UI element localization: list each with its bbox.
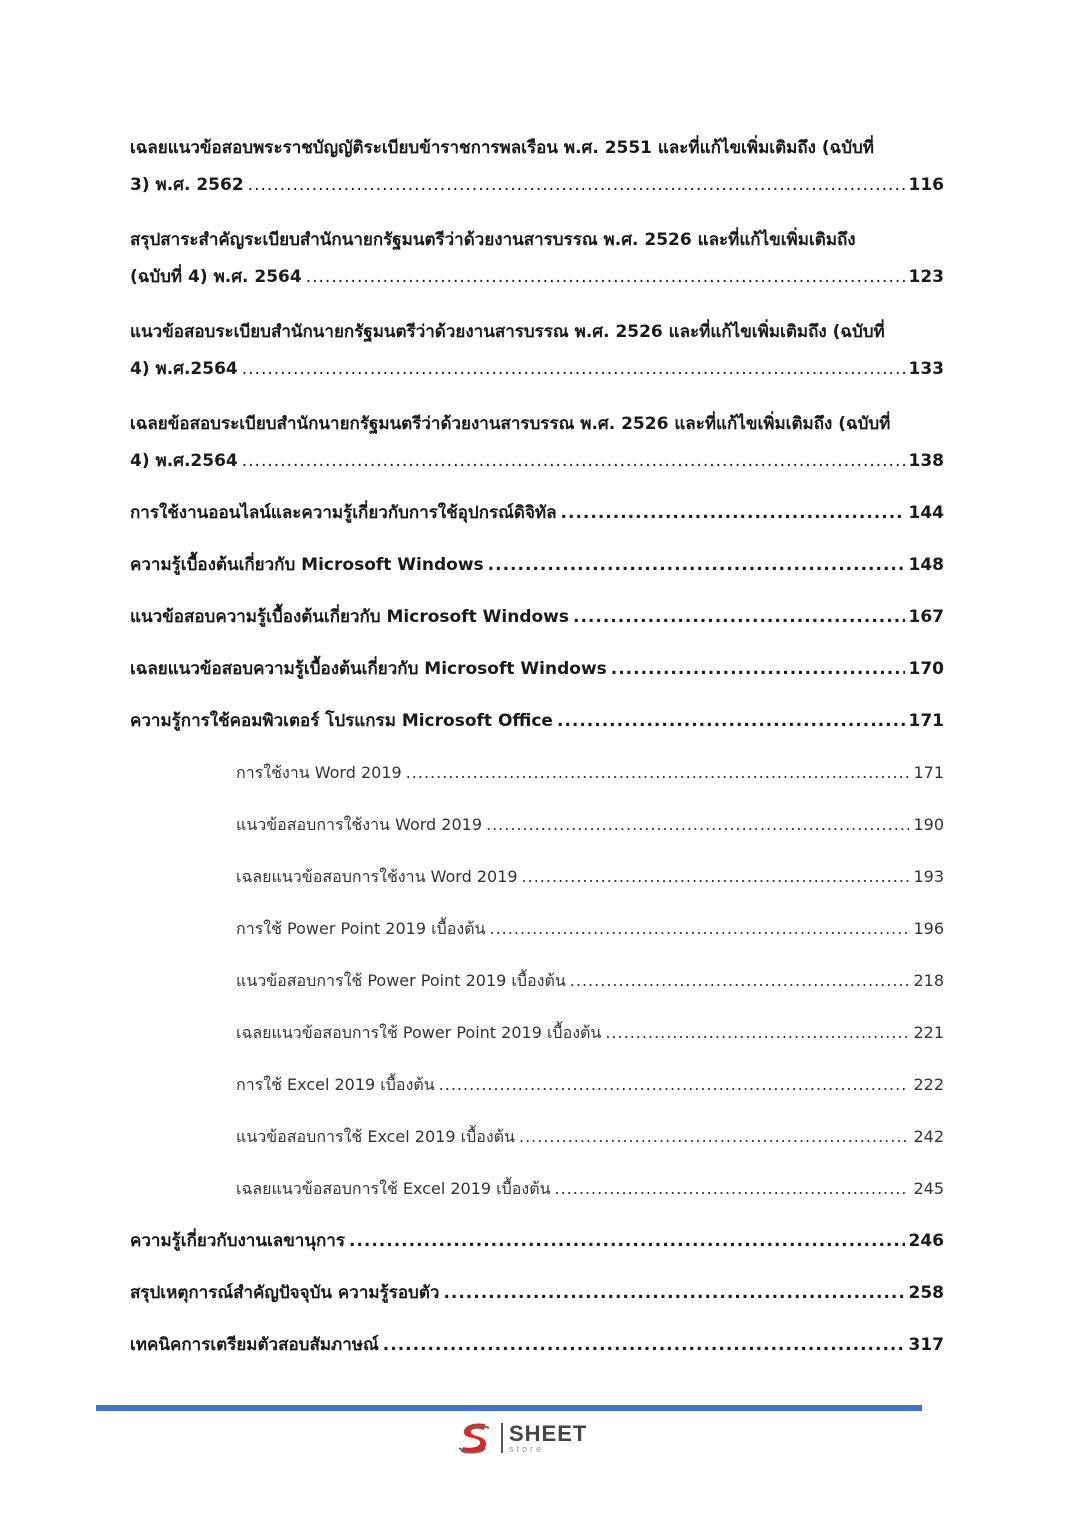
leader-dots (573, 600, 905, 634)
page-number: 133 (908, 359, 944, 379)
toc-entry (130, 704, 944, 738)
leader-dots (443, 1276, 904, 1310)
leader-dots (406, 756, 910, 790)
toc-subentry (130, 808, 944, 842)
toc-subentry-title: การใช้ Power Point 2019 เบื้องต้น (236, 919, 486, 938)
toc-entry-title-cont: 4) พ.ศ.2564 (130, 359, 238, 379)
page-number: 116 (908, 175, 944, 195)
toc-subentry (130, 1172, 944, 1206)
leader-dots (605, 1016, 909, 1050)
leader-dots (242, 352, 905, 386)
page-number: 148 (908, 555, 944, 575)
page-number: 242 (913, 1127, 944, 1146)
leader-dots (383, 1328, 905, 1362)
leader-dots (611, 652, 905, 686)
toc-entry (130, 496, 944, 530)
toc-entry-title-cont: (ฉบับที่ 4) พ.ศ. 2564 (130, 267, 302, 287)
toc-entry (130, 220, 944, 294)
toc-subentry-title: การใช้งาน Word 2019 (236, 763, 402, 782)
page-number: 123 (908, 267, 944, 287)
logo-brand-sub: store (509, 1443, 545, 1454)
page-number: 171 (908, 711, 944, 731)
toc-entry-title: ความรู้เกี่ยวกับงานเลขานุการ (130, 1231, 345, 1251)
toc-entry (130, 404, 944, 478)
toc-entry (130, 652, 944, 686)
leader-dots (522, 860, 910, 894)
sheet-s-logo-icon (455, 1418, 495, 1458)
toc-subentry-title: แนวข้อสอบการใช้ Excel 2019 เบื้องต้น (236, 1127, 515, 1146)
leader-dots (489, 912, 909, 946)
toc-subentry (130, 1068, 944, 1102)
page-number: 317 (908, 1335, 944, 1355)
logo-wordmark (509, 1420, 588, 1454)
toc-entry-title: แนวข้อสอบความรู้เบื้องต้นเกี่ยวกับ Microsoft Windows (130, 607, 569, 627)
page-number: 144 (908, 503, 944, 523)
toc-entry-title-cont: 3) พ.ศ. 2562 (130, 175, 244, 195)
toc-entry (130, 312, 944, 386)
page-number: 246 (908, 1231, 944, 1251)
page-number: 170 (908, 659, 944, 679)
toc-subentry-title: แนวข้อสอบการใช้ Power Point 2019 เบื้องต้น (236, 971, 566, 990)
logo-brand: SHEET (509, 1420, 588, 1446)
toc-subentry-title: เฉลยแนวข้อสอบการใช้ Power Point 2019 เบื้องต้น (236, 1023, 602, 1042)
leader-dots (557, 704, 905, 738)
leader-dots (242, 444, 905, 478)
leader-dots (486, 808, 909, 842)
toc-entry-title: การใช้งานออนไลน์และความรู้เกี่ยวกับการใช้อุปกรณ์ดิจิทัล (130, 503, 557, 523)
toc-entry-title: ความรู้การใช้คอมพิวเตอร์ โปรแกรม Microsoft Office (130, 711, 553, 731)
toc-entry-title: สรุปเหตุการณ์สำคัญปัจจุบัน ความรู้รอบตัว (130, 1283, 440, 1303)
page-number: 245 (913, 1179, 944, 1198)
toc-subentry (130, 756, 944, 790)
leader-dots (306, 260, 905, 294)
page-number: 258 (908, 1283, 944, 1303)
toc-subentry-title: เฉลยแนวข้อสอบการใช้ Excel 2019 เบื้องต้น (236, 1179, 551, 1198)
page-number: 138 (908, 451, 944, 471)
toc-entry (130, 600, 944, 634)
toc-subentry (130, 912, 944, 946)
page-number: 218 (913, 971, 944, 990)
toc-subentry (130, 964, 944, 998)
toc-entry (130, 548, 944, 582)
leader-dots (439, 1068, 910, 1102)
toc-entry (130, 128, 944, 202)
toc-entry-title: เฉลยแนวข้อสอบพระราชบัญญัติระเบียบข้าราชการพลเรือน พ.ศ. 2551 และที่แก้ไขเพิ่มเติมถึง (ฉบับที่ (130, 138, 874, 158)
toc-entry-title: สรุปสาระสำคัญระเบียบสำนักนายกรัฐมนตรีว่าด้วยงานสารบรรณ พ.ศ. 2526 และที่แก้ไขเพิ่มเติมถึง (130, 230, 856, 250)
sheet-store-logo (455, 1418, 587, 1458)
page-number: 222 (913, 1075, 944, 1094)
toc-entry-title: แนวข้อสอบระเบียบสำนักนายกรัฐมนตรีว่าด้วยงานสารบรรณ พ.ศ. 2526 และที่แก้ไขเพิ่มเติมถึง (ฉบับที่ (130, 322, 885, 342)
page-number: 221 (913, 1023, 944, 1042)
leader-dots (248, 168, 905, 202)
toc-subentry (130, 1120, 944, 1154)
page-number: 193 (913, 867, 944, 886)
toc-entry (130, 1276, 944, 1310)
toc-subentry-title: การใช้ Excel 2019 เบื้องต้น (236, 1075, 435, 1094)
toc-subentry (130, 860, 944, 894)
leader-dots (349, 1224, 905, 1258)
leader-dots (555, 1172, 910, 1206)
logo-separator (501, 1423, 503, 1453)
table-of-contents (130, 128, 944, 1380)
page-number: 196 (913, 919, 944, 938)
toc-entry (130, 1224, 944, 1258)
toc-entry-title: เทคนิคการเตรียมตัวสอบสัมภาษณ์ (130, 1335, 379, 1355)
toc-subentry-title: แนวข้อสอบการใช้งาน Word 2019 (236, 815, 482, 834)
leader-dots (561, 496, 905, 530)
leader-dots (570, 964, 910, 998)
toc-entry-title: เฉลยแนวข้อสอบความรู้เบื้องต้นเกี่ยวกับ Microsoft Windows (130, 659, 607, 679)
leader-dots (519, 1120, 909, 1154)
toc-entry-title-cont: 4) พ.ศ.2564 (130, 451, 238, 471)
leader-dots (488, 548, 905, 582)
toc-subentry-title: เฉลยแนวข้อสอบการใช้งาน Word 2019 (236, 867, 518, 886)
toc-entry-title: เฉลยข้อสอบระเบียบสำนักนายกรัฐมนตรีว่าด้วยงานสารบรรณ พ.ศ. 2526 และที่แก้ไขเพิ่มเติมถึง (ฉบับที่ (130, 414, 891, 434)
page-number: 171 (913, 763, 944, 782)
toc-entry-title: ความรู้เบื้องต้นเกี่ยวกับ Microsoft Windows (130, 555, 484, 575)
page-number: 190 (913, 815, 944, 834)
toc-entry (130, 1328, 944, 1362)
toc-subentry (130, 1016, 944, 1050)
footer-divider (96, 1405, 922, 1411)
page-number: 167 (908, 607, 944, 627)
